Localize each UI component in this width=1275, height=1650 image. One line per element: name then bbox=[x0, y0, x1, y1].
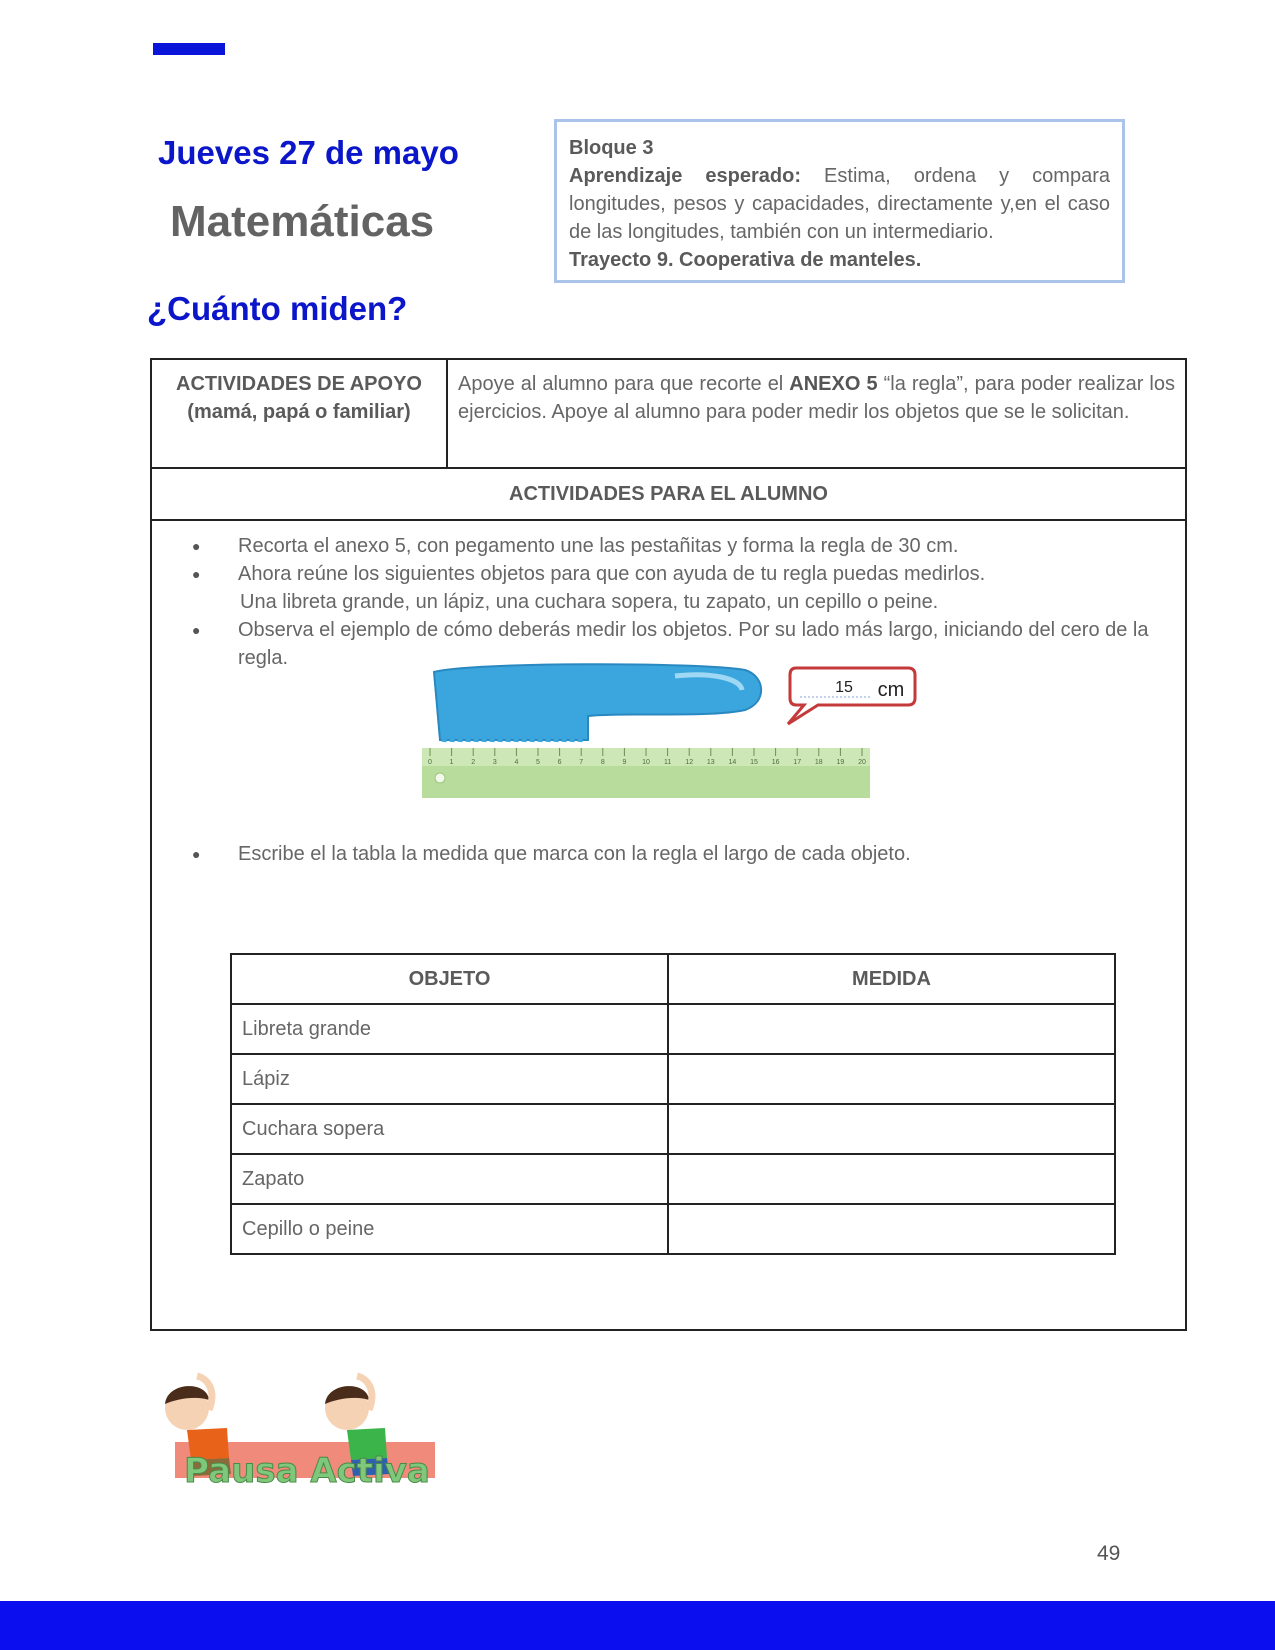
activities-frame bbox=[150, 358, 1187, 1331]
objeto-cell: Lápiz bbox=[231, 1054, 668, 1104]
list-item: ● Escribe el la tabla la medida que marca con la regla el largo de cada objeto. bbox=[192, 840, 1162, 868]
medida-cell[interactable] bbox=[668, 1154, 1115, 1204]
ruler-tick-label: 1 bbox=[449, 759, 454, 766]
medida-cell[interactable] bbox=[668, 1104, 1115, 1154]
trayecto-text: Trayecto 9. Cooperativa de manteles. bbox=[569, 249, 922, 271]
list-item-text: Observa el ejemplo de cómo deberás medir los objetos. Por su lado más largo, iniciando del cero de la regla. bbox=[238, 619, 1149, 669]
apoyo-label bbox=[152, 360, 448, 467]
page-number: 49 bbox=[1097, 1542, 1121, 1565]
bloque-info-box bbox=[554, 119, 1125, 283]
apoyo-row bbox=[152, 360, 1185, 469]
comb-ruler-illustration bbox=[420, 660, 950, 808]
ruler-tick-label: 15 bbox=[750, 759, 758, 766]
table-row bbox=[231, 1004, 1115, 1054]
speech-bubble-icon bbox=[788, 668, 915, 724]
table-row bbox=[231, 1104, 1115, 1154]
pausa-label: Pausa Activa bbox=[184, 1451, 430, 1491]
date-heading: Jueves 27 de mayo bbox=[158, 134, 459, 171]
table-row bbox=[231, 1204, 1115, 1254]
ruler-tick-label: 7 bbox=[579, 759, 584, 766]
lesson-question: ¿Cuánto miden? bbox=[147, 290, 408, 327]
bottom-accent-bar bbox=[0, 1601, 1275, 1650]
anexo-label: ANEXO 5 bbox=[789, 373, 878, 395]
ruler-tick-label: 19 bbox=[836, 759, 845, 766]
table-row bbox=[231, 1054, 1115, 1104]
ruler-tick-label: 18 bbox=[814, 759, 823, 766]
header-objeto: OBJETO bbox=[231, 954, 668, 1004]
apoyo-text bbox=[458, 370, 1175, 426]
apoyo-label-line1: ACTIVIDADES DE APOYO bbox=[176, 373, 422, 395]
ruler-tick-label: 0 bbox=[428, 759, 432, 766]
ruler-tick-label: 6 bbox=[557, 759, 562, 766]
table-row bbox=[231, 1154, 1115, 1204]
ruler-tick-label: 9 bbox=[622, 759, 627, 766]
objeto-cell: Libreta grande bbox=[231, 1004, 668, 1054]
aprendizaje-text: Estima, ordena y compara longitudes, pesos y capacidades, directamente y,en el caso de las longitudes, también con un intermediario. bbox=[569, 165, 1110, 243]
pausa-activa-illustration bbox=[157, 1370, 442, 1495]
ruler-tick-label: 4 bbox=[514, 759, 519, 766]
apoyo-text-after: “la regla”, para poder realizar los ejercicios. Apoye al alumno para poder medir los objetos que se le solicitan. bbox=[458, 373, 1175, 423]
ruler-tick-label: 5 bbox=[536, 759, 540, 766]
objeto-cell: Cuchara sopera bbox=[231, 1104, 668, 1154]
list-item: ● Recorta el anexo 5, con pegamento une las pestañitas y forma la regla de 30 cm. bbox=[192, 532, 1162, 560]
list-item: ● Ahora reúne los siguientes objetos para que con ayuda de tu regla puedas medirlos. bbox=[192, 560, 1162, 588]
medida-cell[interactable] bbox=[668, 1204, 1115, 1254]
ruler-tick-label: 17 bbox=[793, 759, 802, 766]
list-item-continuation: Una libreta grande, un lápiz, una cuchara sopera, tu zapato, un cepillo o peine. bbox=[240, 591, 939, 613]
bloque-title: Bloque 3 bbox=[569, 137, 654, 159]
measure-value: 15 bbox=[835, 679, 853, 696]
ruler-tick-label: 20 bbox=[858, 759, 866, 766]
ruler-tick-label: 13 bbox=[706, 759, 715, 766]
subject-heading: Matemáticas bbox=[170, 197, 435, 246]
instruction-last bbox=[192, 840, 1162, 868]
ruler-tick-label: 11 bbox=[663, 759, 672, 766]
ruler-tick-label: 3 bbox=[492, 759, 497, 766]
ruler-tick-label: 10 bbox=[642, 759, 650, 766]
measure-unit: cm bbox=[877, 679, 905, 701]
ruler-tick-label: 14 bbox=[728, 759, 737, 766]
instruction-list bbox=[192, 532, 1162, 672]
medida-cell[interactable] bbox=[668, 1004, 1115, 1054]
alumno-heading: ACTIVIDADES PARA EL ALUMNO bbox=[152, 469, 1185, 521]
objeto-cell: Cepillo o peine bbox=[231, 1204, 668, 1254]
ruler-tick-label: 2 bbox=[471, 759, 476, 766]
header-medida: MEDIDA bbox=[668, 954, 1115, 1004]
apoyo-label-line2: (mamá, papá o familiar) bbox=[187, 401, 411, 423]
top-accent-bar bbox=[153, 43, 225, 55]
ruler-tick-label: 8 bbox=[600, 759, 605, 766]
aprendizaje-label: Aprendizaje esperado: bbox=[569, 165, 801, 187]
table-header-row bbox=[231, 954, 1115, 1004]
apoyo-text-before: Apoye al alumno para que recorte el bbox=[458, 373, 790, 395]
medida-cell[interactable] bbox=[668, 1054, 1115, 1104]
ruler-tick-label: 16 bbox=[771, 759, 780, 766]
objeto-cell: Zapato bbox=[231, 1154, 668, 1204]
measurement-table bbox=[230, 953, 1116, 1255]
ruler-tick-label: 12 bbox=[685, 759, 694, 766]
